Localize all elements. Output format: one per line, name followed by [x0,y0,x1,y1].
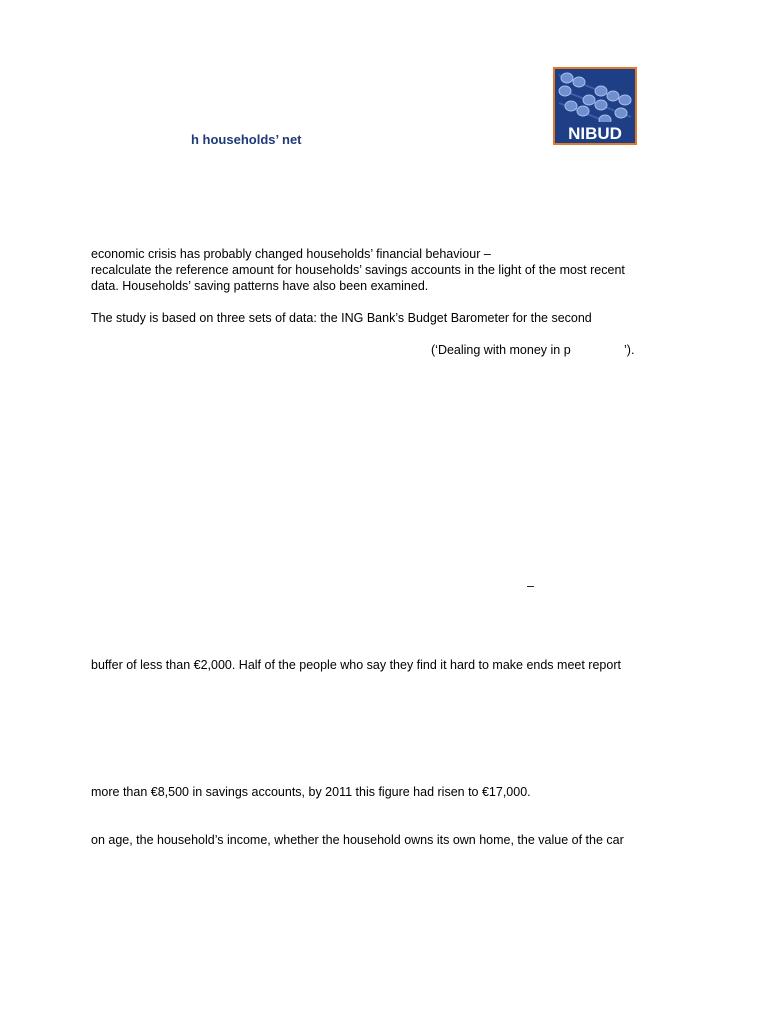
paragraph-1-line-2: recalculate the reference amount for households’ savings accounts in the light of the most recent [91,263,625,277]
logo-text: NIBUD [568,124,622,143]
abacus-logo-graphic [555,69,635,143]
paragraph-3-line: buffer of less than €2,000. Half of the people who say they find it hard to make ends meet report [91,658,621,672]
nibud-logo [553,67,637,145]
paragraph-5-line: on age, the household’s income, whether the household owns its own home, the value of the car [91,833,624,847]
heading-fragment: h households’ net [191,132,302,147]
paragraph-4-line: more than €8,500 in savings accounts, by 2011 this figure had risen to €17,000. [91,785,531,799]
paragraph-2-line-2-end: ’). [624,343,635,357]
paragraph-1-line-3: data. Households’ saving patterns have also been examined. [91,279,429,293]
paragraph-2-line-2-fragment: (‘Dealing with money in p [431,343,571,357]
paragraph-2-line-1: The study is based on three sets of data: the ING Bank’s Budget Barometer for the second [91,311,592,325]
paragraph-1-line-1: economic crisis has probably changed households’ financial behaviour – [91,247,491,261]
dash-fragment: – [527,579,534,593]
